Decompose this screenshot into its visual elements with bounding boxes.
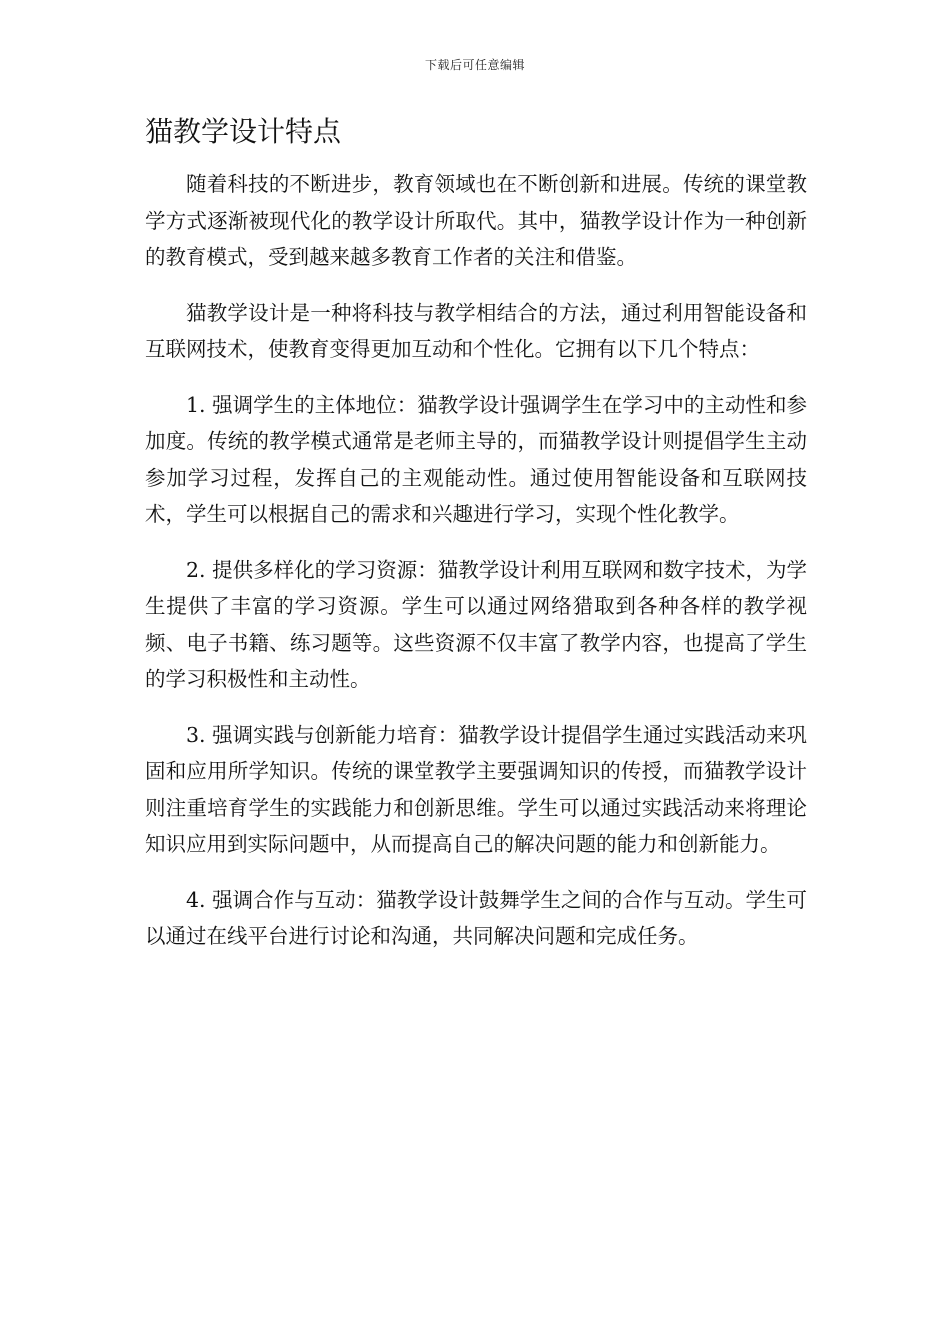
paragraph-feature-2: 2. 提供多样化的学习资源：猫教学设计利用互联网和数字技术，为学生提供了丰富的学习资源。学生可以通过网络猎取到各种各样的教学视频、电子书籍、练习题等。这些资源不仅丰富了教学内容，也提高了学生的学习积极性和主动性。 [145, 557, 807, 691]
header-note: 下载后可任意编辑 [424, 58, 525, 72]
document-title: 猫教学设计特点 [145, 115, 342, 148]
document-body [145, 166, 807, 974]
paragraph-feature-1: 1. 强调学生的主体地位：猫教学设计强调学生在学习中的主动性和参加度。传统的教学模式通常是老师主导的，而猫教学设计则提倡学生主动参加学习过程，发挥自己的主观能动性。通过使用智能设备和互联网技术，学生可以根据自己的需求和兴趣进行学习，实现个性化教学。 [145, 392, 807, 526]
paragraph-feature-4: 4. 强调合作与互动：猫教学设计鼓舞学生之间的合作与互动。学生可以通过在线平台进行讨论和沟通，共同解决问题和完成任务。 [145, 887, 807, 948]
paragraph-definition: 猫教学设计是一种将科技与教学相结合的方法，通过利用智能设备和互联网技术，使教育变得更加互动和个性化。它拥有以下几个特点： [145, 300, 807, 361]
paragraph-intro: 随着科技的不断进步，教育领域也在不断创新和进展。传统的课堂教学方式逐渐被现代化的教学设计所取代。其中，猫教学设计作为一种创新的教育模式，受到越来越多教育工作者的关注和借鉴。 [145, 172, 807, 269]
paragraph-feature-3: 3. 强调实践与创新能力培育：猫教学设计提倡学生通过实践活动来巩固和应用所学知识。传统的课堂教学主要强调知识的传授，而猫教学设计则注重培育学生的实践能力和创新思维。学生可以通过实践活动来将理论知识应用到实际问题中，从而提高自己的解决问题的能力和创新能力。 [145, 722, 807, 856]
